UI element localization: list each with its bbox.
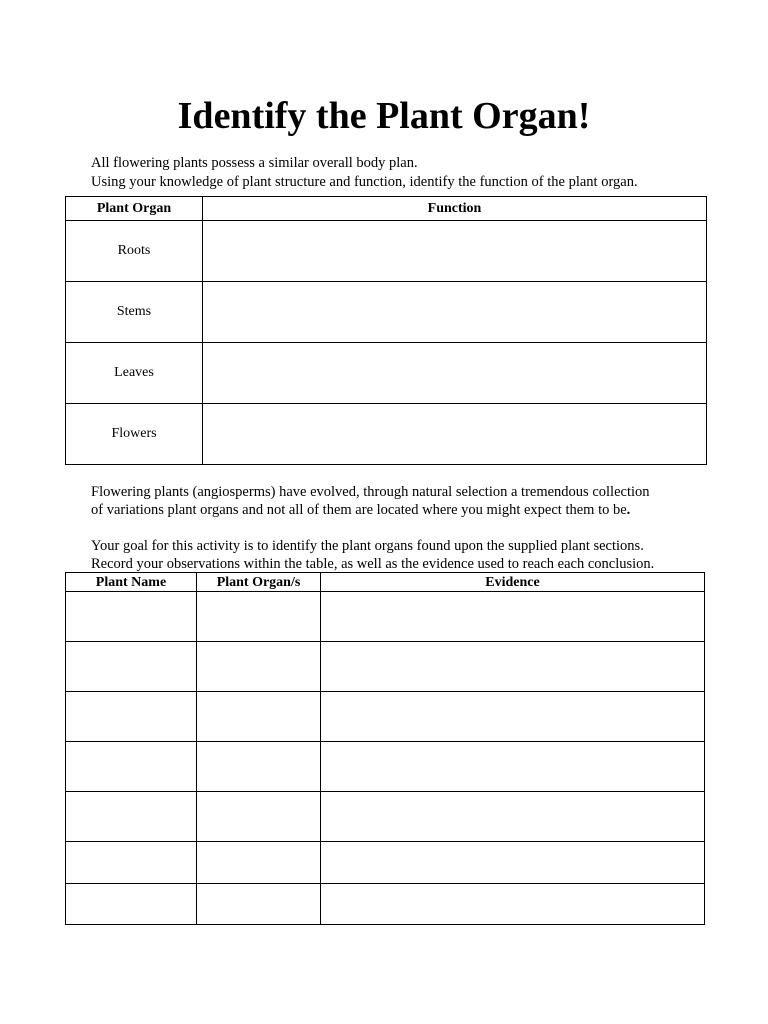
table-row <box>66 742 705 792</box>
plant-organ-function-table <box>65 196 707 465</box>
plant-name-cell[interactable] <box>66 742 197 792</box>
plant-organ-cell[interactable] <box>197 742 321 792</box>
para1-period: . <box>626 502 631 518</box>
plant-name-cell[interactable] <box>66 592 197 642</box>
plant-organ-cell[interactable] <box>197 884 321 925</box>
angiosperm-paragraph <box>91 483 711 519</box>
table-header-row <box>66 197 707 221</box>
plant-organ-cell[interactable] <box>197 592 321 642</box>
table-row <box>66 343 707 404</box>
function-cell-roots[interactable] <box>203 221 707 282</box>
plant-organ-cell[interactable] <box>197 792 321 842</box>
plant-organ-cell[interactable] <box>197 642 321 692</box>
column-header-plant-organs: Plant Organ/s <box>197 573 321 592</box>
column-header-function: Function <box>203 197 707 221</box>
para1-line-2-wrap <box>91 501 711 519</box>
plant-name-cell[interactable] <box>66 642 197 692</box>
function-cell-stems[interactable] <box>203 282 707 343</box>
observation-table <box>65 572 705 925</box>
plant-name-cell[interactable] <box>66 842 197 884</box>
para1-line-1: Flowering plants (angiosperms) have evolved, through natural selection a tremendous collection <box>91 484 650 500</box>
table-row <box>66 792 705 842</box>
table-row <box>66 842 705 884</box>
evidence-cell[interactable] <box>321 884 705 925</box>
evidence-cell[interactable] <box>321 792 705 842</box>
intro-text <box>91 154 711 192</box>
table-row <box>66 221 707 282</box>
column-header-plant-organ: Plant Organ <box>66 197 203 221</box>
plant-name-cell[interactable] <box>66 692 197 742</box>
goal-paragraph <box>91 537 711 573</box>
plant-organ-cell[interactable] <box>197 842 321 884</box>
organ-label-leaves: Leaves <box>66 343 203 404</box>
table-row <box>66 642 705 692</box>
para2-line-1: Your goal for this activity is to identify the plant organs found upon the supplied plant sections. <box>91 538 644 554</box>
table-row <box>66 282 707 343</box>
function-cell-flowers[interactable] <box>203 404 707 465</box>
plant-organ-cell[interactable] <box>197 692 321 742</box>
evidence-cell[interactable] <box>321 842 705 884</box>
column-header-plant-name: Plant Name <box>66 573 197 592</box>
evidence-cell[interactable] <box>321 692 705 742</box>
plant-name-cell[interactable] <box>66 884 197 925</box>
page-title: Identify the Plant Organ! <box>177 95 591 137</box>
organ-label-flowers: Flowers <box>66 404 203 465</box>
intro-line-2: Using your knowledge of plant structure and function, identify the function of the plant organ. <box>91 174 638 190</box>
para2-line-2: Record your observations within the table, as well as the evidence used to reach each conclusion. <box>91 556 655 572</box>
intro-line-1: All flowering plants possess a similar overall body plan. <box>91 155 418 171</box>
table-row <box>66 692 705 742</box>
plant-name-cell[interactable] <box>66 792 197 842</box>
table-row <box>66 884 705 925</box>
table-header-row <box>66 573 705 592</box>
table-row <box>66 404 707 465</box>
organ-label-roots: Roots <box>66 221 203 282</box>
evidence-cell[interactable] <box>321 742 705 792</box>
function-cell-leaves[interactable] <box>203 343 707 404</box>
para1-line-2: of variations plant organs and not all of them are located where you might expect them to be <box>91 502 627 518</box>
column-header-evidence: Evidence <box>321 573 705 592</box>
evidence-cell[interactable] <box>321 592 705 642</box>
organ-label-stems: Stems <box>66 282 203 343</box>
evidence-cell[interactable] <box>321 642 705 692</box>
table-row <box>66 592 705 642</box>
